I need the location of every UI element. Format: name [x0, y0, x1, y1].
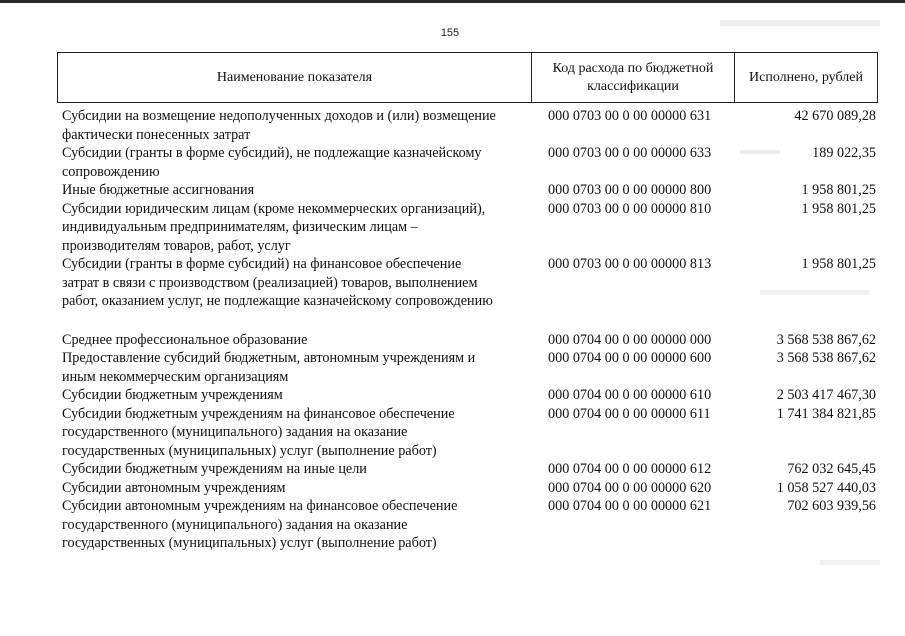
row-amount: 1 958 801,25 — [801, 182, 876, 198]
scan-artifact — [740, 150, 780, 154]
scan-artifact — [760, 290, 870, 295]
row-amount: 3 568 538 867,62 — [776, 350, 876, 366]
table-row — [62, 107, 878, 144]
row-code: 000 0704 00 0 00 00000 621 — [548, 498, 712, 514]
table-row — [62, 386, 878, 405]
row-amount: 702 603 939,56 — [787, 498, 876, 514]
row-amount: 1 958 801,25 — [801, 200, 876, 217]
row-code: 000 0704 00 0 00 00000 600 — [548, 350, 712, 366]
table-row — [62, 479, 878, 498]
row-code: 000 0704 00 0 00 00000 620 — [548, 479, 712, 496]
row-name: Среднее профессиональное образование — [62, 331, 308, 348]
table-row — [62, 349, 878, 386]
row-amount: 2 503 417 467,30 — [776, 387, 876, 403]
row-name: Субсидии (гранты в форме субсидий), не подлежащие казначейскому сопровождению — [62, 145, 482, 180]
row-code: 000 0703 00 0 00 00000 800 — [548, 182, 712, 198]
row-amount: 1 958 801,25 — [801, 256, 876, 272]
row-amount: 3 568 538 867,62 — [776, 331, 876, 348]
row-name: Субсидии юридическим лицам (кроме некоммерческих организаций), индивидуальным предпринимателям, физическим лицам – производителям товаров, работ, услуг — [62, 200, 486, 254]
table-row — [62, 497, 878, 553]
table-body — [62, 107, 878, 553]
row-code: 000 0703 00 0 00 00000 810 — [548, 200, 712, 217]
row-code: 000 0703 00 0 00 00000 633 — [548, 145, 712, 161]
row-code: 000 0704 00 0 00 00000 611 — [548, 405, 711, 422]
table-row — [62, 181, 878, 200]
header-indicator-name: Наименование показателя — [58, 53, 532, 102]
table-row — [62, 405, 878, 461]
row-code: 000 0704 00 0 00 00000 610 — [548, 387, 712, 403]
row-code: 000 0703 00 0 00 00000 813 — [548, 256, 712, 272]
row-amount: 42 670 089,28 — [794, 108, 876, 124]
page-number: 155 — [440, 27, 460, 39]
row-code: 000 0703 00 0 00 00000 631 — [548, 108, 712, 124]
scan-artifact — [820, 560, 880, 565]
table-row — [62, 331, 878, 350]
row-name: Иные бюджетные ассигнования — [62, 182, 255, 198]
row-amount: 189 022,35 — [812, 145, 876, 161]
row-amount: 1 058 527 440,03 — [776, 479, 876, 496]
row-name: Субсидии бюджетным учреждениям на иные цели — [62, 461, 367, 477]
row-name: Субсидии на возмещение недополученных доходов и (или) возмещение фактически понесенных затрат — [62, 108, 496, 143]
row-name: Субсидии автономным учреждениям — [62, 479, 286, 496]
scan-artifact — [720, 20, 880, 26]
table-row — [62, 200, 878, 256]
row-name: Предоставление субсидий бюджетным, автономным учреждениям и иным некоммерческим организациям — [62, 350, 476, 385]
row-name: Субсидии бюджетным учреждениям — [62, 387, 283, 403]
header-budget-code-text: Код расхода по бюджетной классификации — [552, 60, 714, 94]
row-code: 000 0704 00 0 00 00000 000 — [548, 331, 712, 348]
row-code: 000 0704 00 0 00 00000 612 — [548, 461, 712, 477]
row-amount: 762 032 645,45 — [787, 461, 876, 477]
row-name: Субсидии автономным учреждениям на финансовое обеспечение государственного (муниципального) задания на оказание государственных (муниципальных) услуг (выполнение работ) — [62, 498, 458, 551]
page-top-border — [0, 0, 905, 3]
table-header — [57, 52, 878, 103]
header-executed-amount: Исполнено, рублей — [749, 69, 863, 85]
section-spacer — [62, 311, 878, 331]
row-amount: 1 741 384 821,85 — [776, 405, 876, 422]
table-row — [62, 460, 878, 479]
row-name: Субсидии (гранты в форме субсидий) на финансовое обеспечение затрат в связи с производством (реализацией) товаров, выполнением работ, оказанием услуг, не подлежащие казначейскому сопровождению — [62, 256, 493, 309]
row-name: Субсидии бюджетным учреждениям на финансовое обеспечение государственного (муниципального) задания на оказание государственных (муниципальных) услуг (выполнение работ) — [62, 405, 455, 459]
table-row — [62, 255, 878, 311]
header-budget-code — [532, 53, 735, 102]
